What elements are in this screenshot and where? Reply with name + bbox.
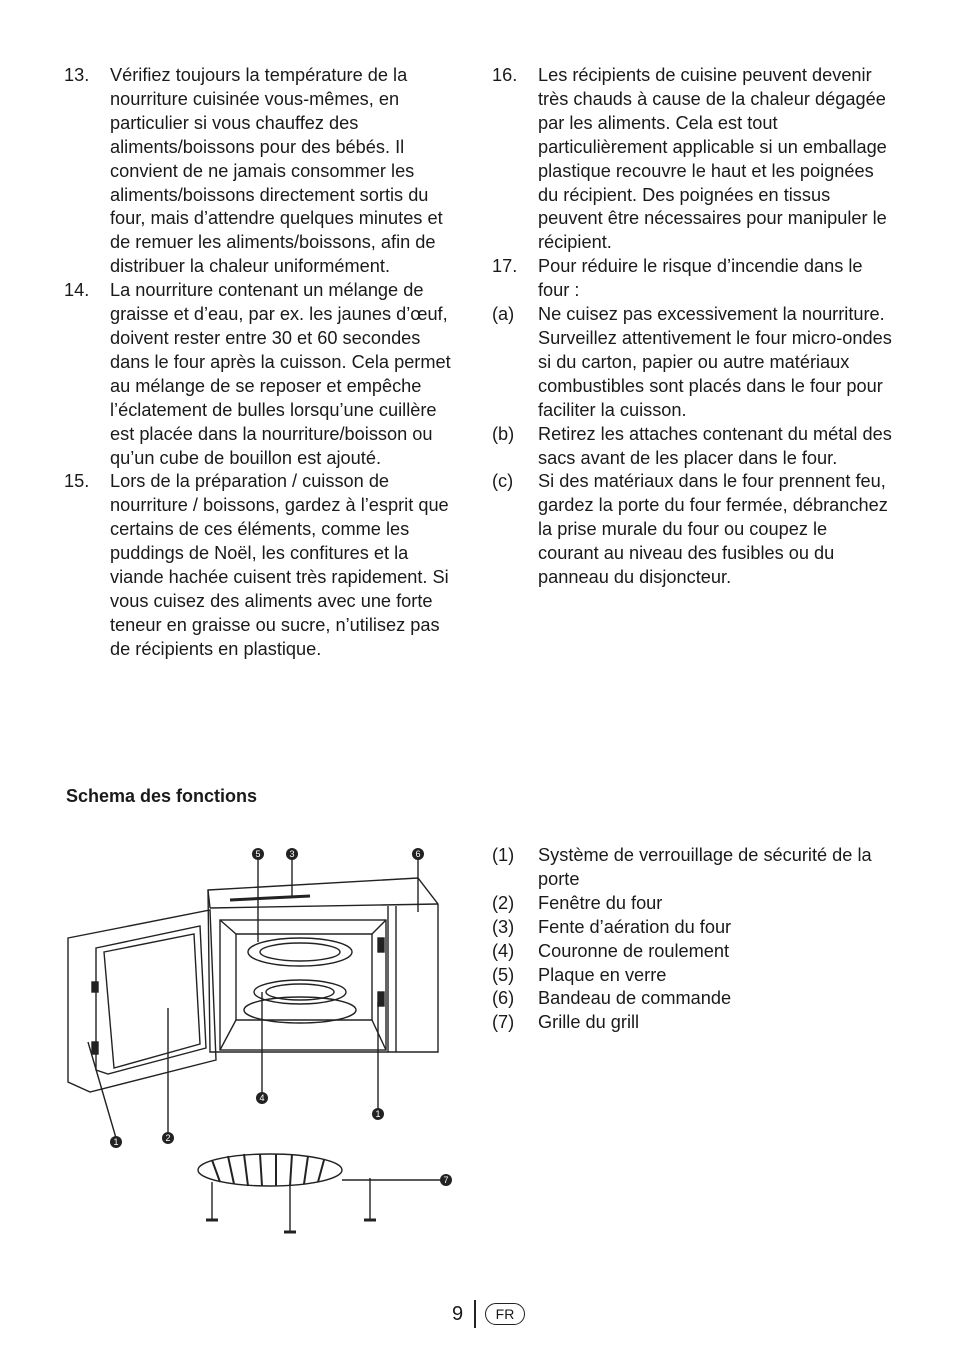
vent-slot — [230, 896, 310, 900]
legend-item — [492, 1011, 892, 1035]
item-number: 14. — [64, 280, 90, 301]
item-number: 13. — [64, 65, 90, 85]
legend-number: (4) — [492, 940, 515, 961]
callout-label: 2 — [165, 1133, 171, 1143]
legend-number: (6) — [492, 988, 515, 1009]
list-item — [492, 470, 892, 590]
left-column — [64, 64, 464, 662]
item-text: La nourriture contenant un mélange de graisse et d’eau, par ex. les jaunes d’œuf, doivent rester entre 30 et 60 secondes dans le four après la cuisson. Cela permet au mélange de se reposer et empêche l’éclatement de bulles lorsqu’une cuillère est placée dans la nourriture/boisson ou qu’un cube de bouillon est ajouté. — [110, 280, 451, 468]
list-item — [64, 64, 464, 279]
item-number: (a) — [492, 304, 515, 325]
legend-item — [492, 987, 892, 1011]
list-item — [64, 470, 464, 661]
oven-cavity — [220, 920, 386, 1050]
legend-number: (5) — [492, 964, 515, 985]
legend-item — [492, 964, 892, 988]
item-text: Pour réduire le risque d’incendie dans le four : — [538, 256, 863, 301]
item-text: Vérifiez toujours la température de la nourriture cuisinée vous-mêmes, en particulier si vous chauffez des aliments/boissons pour des bébés. Il convient de ne jamais consommer les aliments/boissons directement sortis du four, mais d’attendre quelques minutes et de remuer les aliments/boissons, afin de distribuer la chaleur uniformément. — [110, 65, 443, 277]
legend-number: (1) — [492, 845, 515, 865]
page-number: 9 — [452, 1303, 464, 1325]
microwave-diagram — [60, 842, 460, 1242]
legend-item — [492, 892, 892, 916]
item-number: 16. — [492, 65, 518, 85]
legend-text: Couronne de roulement — [538, 940, 730, 961]
page-footer — [0, 1298, 954, 1334]
item-number: 15. — [64, 471, 90, 492]
callout-label: 7 — [443, 1175, 449, 1185]
legend-text: Fenêtre du four — [538, 892, 663, 913]
list-item — [64, 279, 464, 470]
list-item — [492, 303, 892, 423]
legend-text: Fente d’aération du four — [538, 916, 732, 937]
item-number: (c) — [492, 471, 514, 492]
right-column — [492, 64, 892, 590]
item-text: Ne cuisez pas excessivement la nourriture. Surveillez attentivement le four micro-ondes si du carton, papier ou autre matériaux combustibles sont placés dans le four pour faciliter la cuisson. — [538, 304, 892, 420]
item-text: Lors de la préparation / cuisson de nourriture / boissons, gardez à l’esprit que certains de ces éléments, comme les puddings de Noël, les confitures et la viande hachée cuisent très rapidement. Si vous cuisez des aliments avec une forte teneur en graisse ou sucre, n’utilisez pas de récipients en plastique. — [110, 471, 449, 659]
list-item — [492, 64, 892, 255]
list-item — [492, 255, 892, 303]
callout-label: 4 — [259, 1093, 265, 1103]
list-item — [492, 423, 892, 471]
section-title: Schema des fonctions — [66, 786, 258, 806]
legend-text: Grille du grill — [538, 1012, 640, 1033]
callout-label: 3 — [289, 849, 295, 859]
legend-item — [492, 940, 892, 964]
item-number: 17. — [492, 256, 518, 277]
legend-item — [492, 916, 892, 940]
item-number: (b) — [492, 423, 515, 444]
callout-label: 6 — [415, 849, 421, 859]
diagram-legend — [492, 844, 892, 1035]
language-badge: FR — [485, 1303, 525, 1325]
footer-divider — [474, 1300, 476, 1328]
legend-text: Système de verrouillage de sécurité de la porte — [538, 845, 872, 889]
item-text: Les récipients de cuisine peuvent devenir très chauds à cause de la chaleur dégagée par les aliments. Cela est tout particulièrement applicable si un emballage plastique recouvre le haut et les poignées du récipient. Des poignées en tissus peuvent être nécessaires pour manipuler le récipient. — [538, 65, 887, 253]
callout-label: 1 — [113, 1137, 119, 1147]
item-text: Si des matériaux dans le four prennent feu, gardez la porte du four fermée, débranchez la prise murale du four ou coupez le courant au niveau des fusibles ou du panneau du disjoncteur. — [538, 471, 888, 588]
legend-number: (7) — [492, 1012, 515, 1033]
glass-plate — [248, 938, 352, 966]
legend-item — [492, 844, 892, 892]
legend-number: (2) — [492, 892, 515, 913]
item-text: Retirez les attaches contenant du métal des sacs avant de les placer dans le four. — [538, 423, 892, 468]
legend-text: Plaque en verre — [538, 964, 667, 985]
legend-text: Bandeau de commande — [538, 988, 732, 1009]
callout-label: 5 — [255, 849, 261, 859]
callout-label: 1 — [375, 1109, 381, 1119]
legend-number: (3) — [492, 916, 515, 937]
